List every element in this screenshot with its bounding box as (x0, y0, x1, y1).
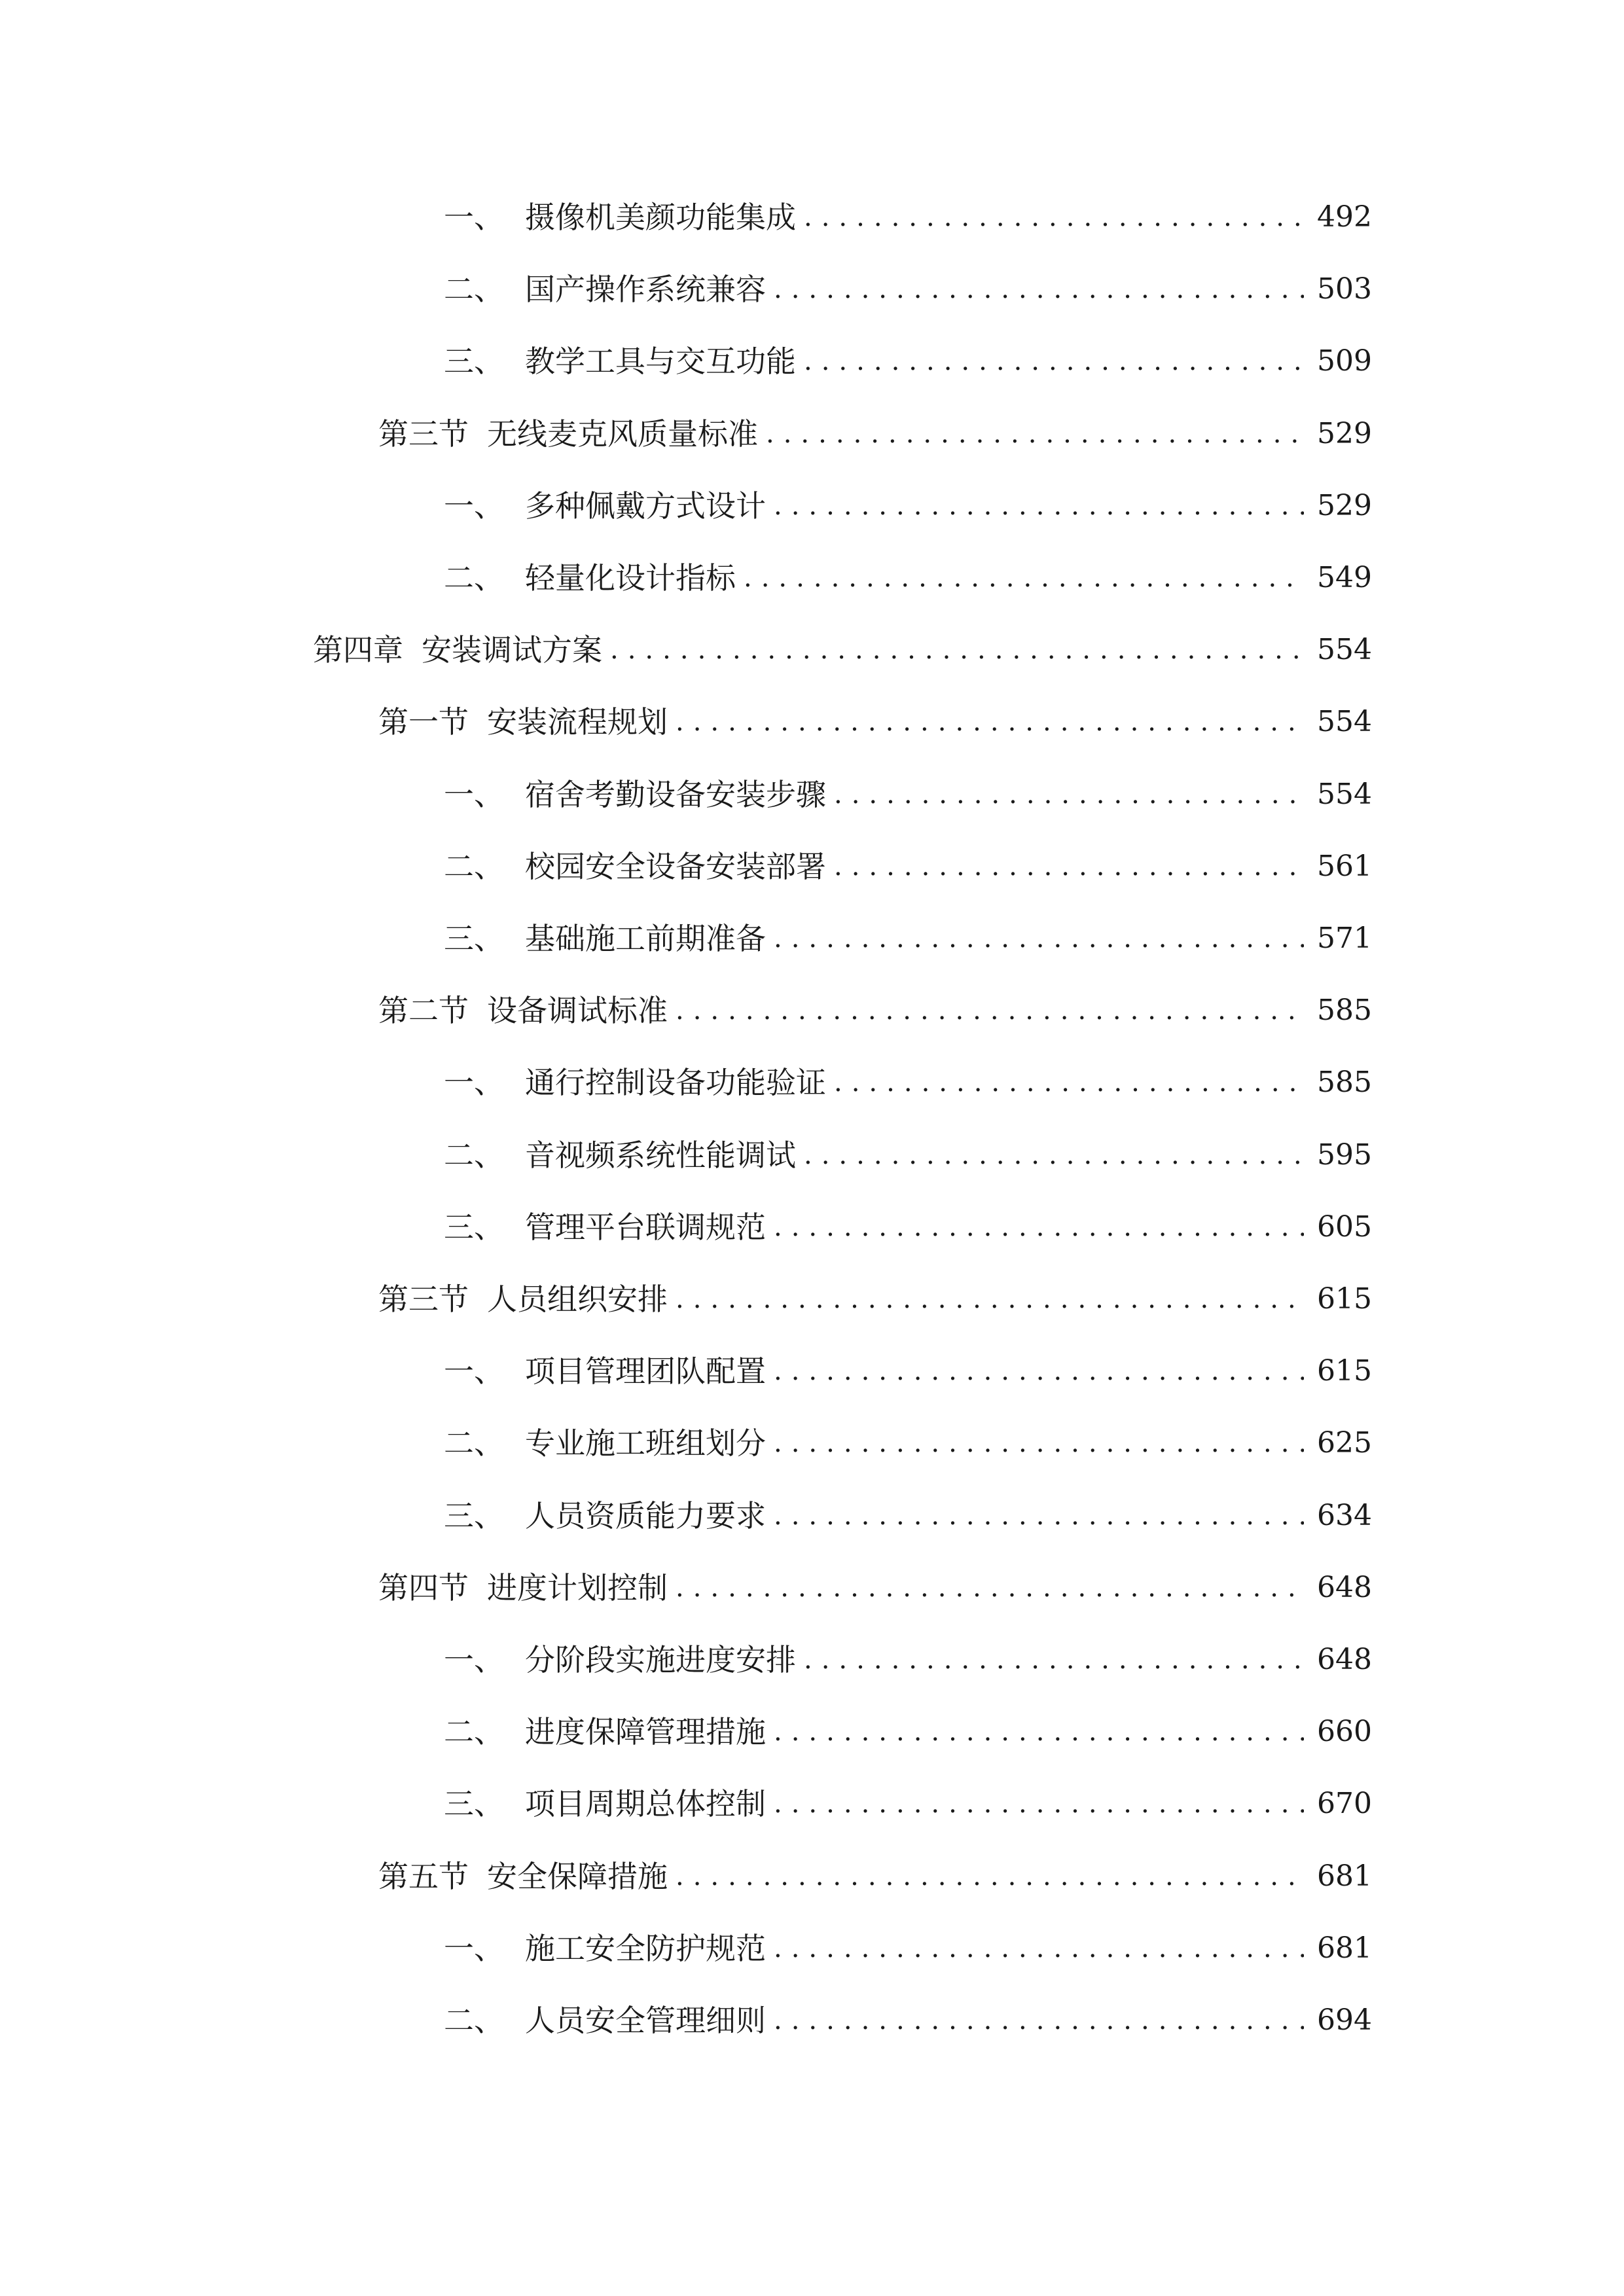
toc-entry-label (378, 1272, 668, 1327)
toc-dot-leader (676, 1560, 1304, 1615)
toc-dot-leader (774, 478, 1304, 533)
toc-entry-title: 专业施工班组划分 (525, 1426, 766, 1461)
toc-page-number: 503 (1317, 272, 1372, 306)
toc-entry[interactable] (444, 550, 1372, 605)
toc-page-number: 549 (1317, 561, 1372, 594)
toc-entry[interactable] (444, 1128, 1372, 1183)
toc-entry[interactable] (444, 1055, 1372, 1110)
toc-entry-label (444, 839, 826, 894)
toc-entry-title: 管理平台联调规范 (525, 1210, 766, 1245)
toc-entry-label (444, 1488, 766, 1543)
toc-entry-label (378, 694, 668, 749)
toc-entry-label (313, 622, 602, 677)
toc-entry-label (378, 406, 758, 461)
toc-entry-number: 第五节 (378, 1859, 469, 1894)
toc-entry-title: 项目管理团队配置 (525, 1354, 766, 1389)
toc-dot-leader (676, 694, 1304, 749)
toc-entry-title: 国产操作系统兼容 (525, 272, 766, 307)
toc-entry-title: 人员组织安排 (487, 1282, 668, 1317)
toc-page-number: 670 (1317, 1787, 1372, 1820)
toc-entry-label (444, 1128, 796, 1183)
toc-dot-leader (744, 550, 1304, 605)
toc-dot-leader (774, 1416, 1304, 1471)
toc-entry-number: 第一节 (378, 704, 469, 740)
toc-entry-title: 摄像机美颜功能集成 (525, 200, 796, 235)
toc-page-number: 681 (1317, 1931, 1372, 1965)
toc-entry-number: 第三节 (378, 416, 469, 452)
toc-entry[interactable] (378, 694, 1372, 749)
toc-entry-label (378, 1849, 668, 1904)
toc-entry-title: 音视频系统性能调试 (525, 1138, 796, 1173)
toc-entry-title: 分阶段实施进度安排 (525, 1642, 796, 1677)
toc-entry[interactable] (444, 767, 1372, 822)
toc-entry-number: 三、 (444, 921, 504, 956)
toc-entry-label (444, 478, 766, 533)
toc-dot-leader (774, 1776, 1304, 1831)
toc-dot-leader (774, 1921, 1304, 1976)
toc-entry-label (444, 911, 766, 966)
toc-page-number: 554 (1317, 778, 1372, 811)
toc-page-number: 660 (1317, 1715, 1372, 1748)
toc-entry[interactable] (444, 1704, 1372, 1759)
toc-entry-label (444, 1344, 766, 1399)
toc-dot-leader (774, 1344, 1304, 1399)
toc-entry[interactable] (378, 1849, 1372, 1904)
toc-entry-label (444, 1704, 766, 1759)
toc-page-number: 615 (1317, 1282, 1372, 1316)
toc-entry-title: 设备调试标准 (487, 993, 668, 1028)
toc-entry-label (444, 1416, 766, 1471)
toc-dot-leader (676, 1849, 1304, 1904)
toc-page-number: 561 (1317, 850, 1372, 883)
toc-entry-title: 项目周期总体控制 (525, 1786, 766, 1821)
toc-dot-leader (804, 334, 1304, 389)
toc-entry[interactable] (444, 262, 1372, 317)
toc-entry-number: 一、 (444, 1931, 504, 1966)
toc-entry-number: 一、 (444, 777, 504, 812)
toc-entry-title: 施工安全防护规范 (525, 1931, 766, 1966)
toc-entry-label (444, 1776, 766, 1831)
toc-entry[interactable] (444, 911, 1372, 966)
toc-entry-title: 教学工具与交互功能 (525, 344, 796, 379)
toc-dot-leader (774, 1488, 1304, 1543)
toc-entry-number: 第四节 (378, 1570, 469, 1605)
toc-dot-leader (804, 190, 1304, 245)
toc-page-number: 625 (1317, 1426, 1372, 1460)
toc-entry-number: 二、 (444, 1426, 504, 1461)
toc-entry-title: 通行控制设备功能验证 (525, 1065, 826, 1100)
toc-entry[interactable] (444, 190, 1372, 245)
toc-dot-leader (676, 983, 1304, 1038)
toc-entry[interactable] (444, 1776, 1372, 1831)
toc-dot-leader (676, 1272, 1304, 1327)
toc-entry[interactable] (444, 1993, 1372, 2048)
toc-page-number: 595 (1317, 1138, 1372, 1172)
toc-entry-number: 三、 (444, 1210, 504, 1245)
toc-dot-leader (774, 262, 1304, 317)
toc-entry-title: 校园安全设备安装部署 (525, 849, 826, 884)
toc-entry[interactable] (444, 839, 1372, 894)
toc-entry[interactable] (378, 1272, 1372, 1327)
toc-dot-leader (774, 911, 1304, 966)
toc-page-number: 492 (1317, 200, 1372, 234)
toc-page-number: 554 (1317, 633, 1372, 666)
toc-entry-title: 安装调试方案 (422, 632, 602, 668)
toc-entry-label (444, 1921, 766, 1976)
toc-entry-title: 多种佩戴方式设计 (525, 488, 766, 524)
toc-entry-number: 一、 (444, 1354, 504, 1389)
toc-entry-label (444, 1632, 796, 1687)
toc-entry-label (444, 334, 796, 389)
toc-entry[interactable] (378, 1560, 1372, 1615)
toc-entry-label (444, 1055, 826, 1110)
toc-entry-number: 第二节 (378, 993, 469, 1028)
toc-entry-number: 二、 (444, 560, 504, 596)
toc-entry-label (378, 1560, 668, 1615)
toc-page-number: 585 (1317, 994, 1372, 1027)
toc-page-number: 529 (1317, 489, 1372, 522)
toc-page-number: 694 (1317, 2003, 1372, 2037)
toc-dot-leader (774, 1993, 1304, 2048)
toc-entry[interactable] (444, 334, 1372, 389)
toc-entry-title: 轻量化设计指标 (525, 560, 736, 596)
toc-dot-leader (804, 1632, 1304, 1687)
toc-entry[interactable] (444, 1921, 1372, 1976)
toc-page-number: 648 (1317, 1571, 1372, 1604)
toc-entry-title: 安装流程规划 (487, 704, 668, 740)
toc-entry[interactable] (313, 622, 1372, 677)
toc-dot-leader (804, 1128, 1304, 1183)
toc-entry[interactable] (378, 983, 1372, 1038)
toc-entry-number: 第四章 (313, 632, 403, 668)
toc-entry-label (378, 983, 668, 1038)
toc-entry[interactable] (444, 1200, 1372, 1255)
toc-page-number: 615 (1317, 1354, 1372, 1388)
toc-entry-number: 二、 (444, 2003, 504, 2038)
toc-entry-number: 二、 (444, 272, 504, 307)
toc-page-number: 529 (1317, 417, 1372, 450)
toc-entry-number: 三、 (444, 1786, 504, 1821)
toc-entry-label (444, 1200, 766, 1255)
toc-entry-label (444, 550, 736, 605)
toc-entry[interactable] (378, 406, 1372, 461)
toc-dot-leader (610, 622, 1304, 677)
toc-entry-title: 无线麦克风质量标准 (487, 416, 758, 452)
toc-dot-leader (774, 1704, 1304, 1759)
toc-entry-label (444, 1993, 766, 2048)
toc-entry-label (444, 767, 826, 822)
toc-entry-title: 进度计划控制 (487, 1570, 668, 1605)
toc-entry-title: 人员资质能力要求 (525, 1498, 766, 1534)
toc-dot-leader (766, 406, 1304, 461)
toc-entry-title: 基础施工前期准备 (525, 921, 766, 956)
toc-entry[interactable] (444, 1416, 1372, 1471)
toc-entry-number: 二、 (444, 849, 504, 884)
toc-dot-leader (834, 839, 1304, 894)
toc-page-number: 681 (1317, 1859, 1372, 1893)
toc-entry-number: 第三节 (378, 1282, 469, 1317)
toc-page-number: 648 (1317, 1643, 1372, 1676)
toc-entry-title: 安全保障措施 (487, 1859, 668, 1894)
toc-page-number: 634 (1317, 1499, 1372, 1532)
toc-dot-leader (774, 1200, 1304, 1255)
toc-entry-title: 进度保障管理措施 (525, 1714, 766, 1749)
toc-entry-label (444, 190, 796, 245)
toc-entry-number: 三、 (444, 1498, 504, 1534)
toc-page-number: 585 (1317, 1066, 1372, 1099)
toc-entry-number: 一、 (444, 200, 504, 235)
toc-dot-leader (834, 1055, 1304, 1110)
toc-entry[interactable] (444, 1488, 1372, 1543)
toc-page-number: 605 (1317, 1210, 1372, 1244)
toc-entry-number: 一、 (444, 1642, 504, 1677)
toc-entry-title: 人员安全管理细则 (525, 2003, 766, 2038)
toc-page-number: 509 (1317, 344, 1372, 378)
toc-entry-number: 一、 (444, 488, 504, 524)
toc-entry-label (444, 262, 766, 317)
toc-entry-title: 宿舍考勤设备安装步骤 (525, 777, 826, 812)
toc-entry[interactable] (444, 1632, 1372, 1687)
toc-entry[interactable] (444, 1344, 1372, 1399)
toc-entry-number: 二、 (444, 1714, 504, 1749)
toc-entry-number: 一、 (444, 1065, 504, 1100)
toc-dot-leader (834, 767, 1304, 822)
toc-entry[interactable] (444, 478, 1372, 533)
toc-entry-number: 二、 (444, 1138, 504, 1173)
toc-page-number: 554 (1317, 705, 1372, 738)
toc-page-number: 571 (1317, 922, 1372, 955)
toc-entry-number: 三、 (444, 344, 504, 379)
